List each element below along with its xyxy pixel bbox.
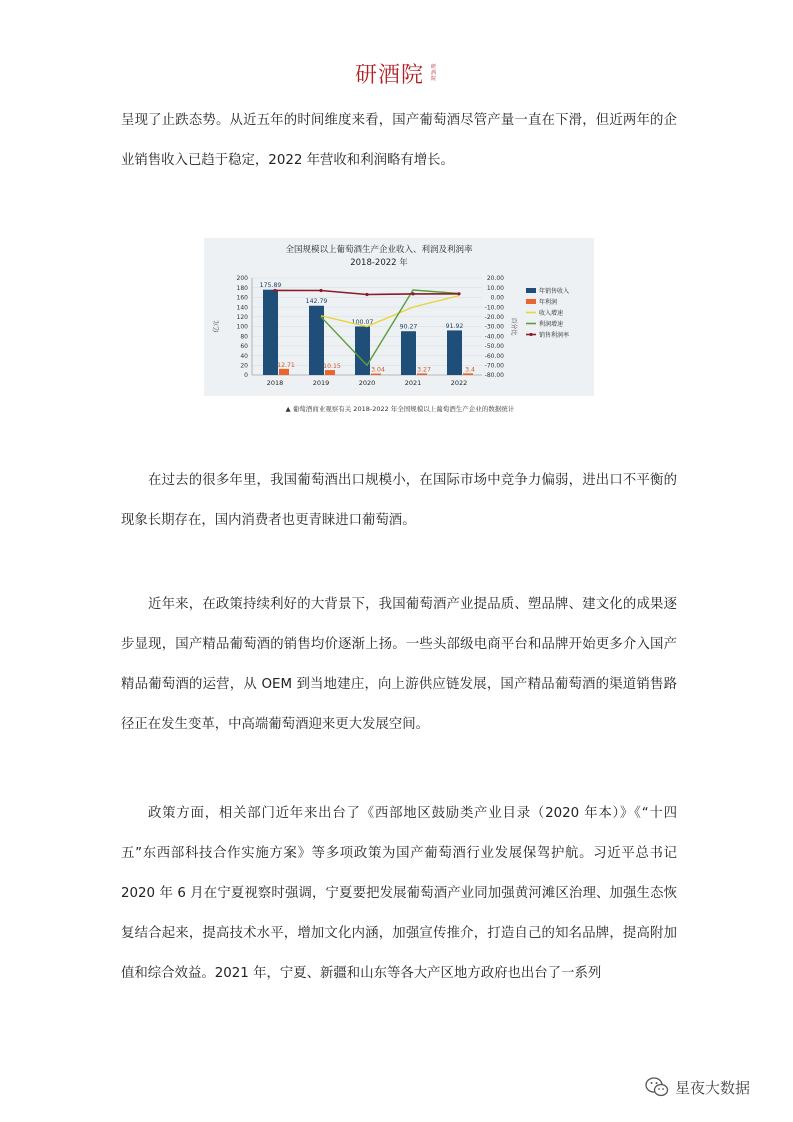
y-right-tick-label: -10.00 bbox=[484, 304, 504, 312]
chart bbox=[204, 238, 594, 396]
bar-revenue bbox=[447, 330, 462, 375]
paragraph-1: 呈现了止跌态势。从近五年的时间维度来看，国产葡萄酒尽管产量一直在下滑，但近两年的企业销售收入已趋于稳定，2022 年营收和利润略有增长。 bbox=[121, 113, 677, 168]
bar-label: 12.71 bbox=[277, 361, 295, 369]
y-right-tick-label: 10.00 bbox=[486, 284, 504, 292]
legend-label: 利润增速 bbox=[539, 321, 564, 328]
chart-svg bbox=[204, 238, 594, 396]
paragraph-2: 在过去的很多年里，我国葡萄酒出口规模小，在国际市场中竞争力偏弱，进出口不平衡的现象长期存在，国内消费者也更青睐进口葡萄酒。 bbox=[121, 473, 677, 528]
legend-label: 收入增速 bbox=[539, 310, 564, 317]
bar-profit bbox=[417, 373, 427, 375]
bar-label: 90.27 bbox=[399, 323, 418, 331]
wechat-icon bbox=[645, 1076, 669, 1098]
y-tick-label: 60 bbox=[240, 343, 248, 351]
bar-label: 3.27 bbox=[417, 366, 431, 374]
y-tick-label: 200 bbox=[236, 275, 248, 283]
chart-subtitle: 2018-2022 年 bbox=[350, 258, 408, 268]
y-tick-label: 140 bbox=[236, 304, 248, 312]
legend-label: 销售利润率 bbox=[539, 332, 570, 339]
y-right-tick-label: -40.00 bbox=[484, 333, 504, 341]
bar-label: 91.92 bbox=[445, 322, 464, 330]
y-right-tick-label: -30.00 bbox=[484, 323, 504, 331]
y-right-tick-label: 20.00 bbox=[486, 275, 504, 283]
series-point bbox=[457, 292, 460, 295]
series-point bbox=[365, 293, 368, 296]
bar-profit bbox=[279, 369, 289, 375]
y-tick-label: 80 bbox=[240, 333, 248, 341]
y-tick-label: 20 bbox=[240, 362, 248, 370]
series-point bbox=[319, 289, 322, 292]
bar-revenue bbox=[355, 326, 370, 375]
y-right-tick-label: -80.00 bbox=[484, 372, 504, 380]
bar-profit bbox=[325, 370, 335, 375]
y-right-tick-label: -60.00 bbox=[484, 352, 504, 360]
y-tick-label: 100 bbox=[236, 323, 248, 331]
y-tick-label: 120 bbox=[236, 314, 248, 321]
y-right-tick-label: -20.00 bbox=[484, 314, 504, 321]
bar-profit bbox=[463, 373, 473, 375]
x-tick-label: 2021 bbox=[404, 379, 422, 387]
y-right-axis-label: 百分比 bbox=[510, 317, 517, 336]
y-tick-label: 180 bbox=[236, 284, 248, 292]
chart-title: 全国规模以上葡萄酒生产企业收入、利润及利润率 bbox=[285, 245, 473, 255]
legend-swatch bbox=[526, 288, 536, 293]
bar-revenue bbox=[263, 290, 278, 375]
watermark-text: 星夜大数据 bbox=[675, 1078, 751, 1097]
header-logo-small: 研 酒 院 bbox=[431, 64, 437, 82]
bar-label: 142.79 bbox=[305, 298, 328, 306]
y-tick-label: 160 bbox=[236, 294, 248, 302]
watermark bbox=[645, 1076, 750, 1098]
y-axis-label: 亿元 bbox=[213, 320, 220, 333]
y-right-tick-label: -50.00 bbox=[484, 343, 504, 351]
legend-label: 年销售收入 bbox=[539, 288, 570, 295]
legend-marker bbox=[529, 333, 532, 336]
bar-label: 3.4 bbox=[465, 366, 475, 374]
legend-label: 年利润 bbox=[539, 299, 558, 306]
x-tick-label: 2020 bbox=[358, 379, 376, 387]
bar-label: 175.89 bbox=[259, 282, 282, 290]
bar-revenue bbox=[401, 331, 416, 375]
y-right-tick-label: -70.00 bbox=[484, 362, 504, 370]
chart-caption: ▲ 葡萄酒商业观察有关 2018-2022 年全国规模以上葡萄酒生产企业的数据统计 bbox=[285, 405, 515, 413]
bar-label: 100.07 bbox=[351, 318, 374, 326]
x-tick-label: 2022 bbox=[450, 379, 468, 387]
y-tick-label: 0 bbox=[244, 372, 248, 380]
paragraph-4: 政策方面，相关部门近年来出台了《西部地区鼓励类产业目录（2020 年本）》《“十四五”东西部科技合作实施方案》等多项政策为国产葡萄酒行业发展保驾护航。习近平总书记 2020 年 6 月在宁夏视察时强调，宁夏要把发展葡萄酒产业同加强黄河滩区治理、加强生态恢复结合起来，提高技术水平，增加文化内涵，加强宣传推介，打造自己的知名品牌，提高附加值和综合效益。2021 年，宁夏、新疆和山东等各大产区地方政府也出台了一系列 bbox=[121, 806, 677, 981]
series-point bbox=[411, 292, 414, 295]
y-right-tick-label: 0.00 bbox=[490, 294, 504, 302]
x-tick-label: 2019 bbox=[312, 379, 330, 387]
header-logo: 研酒院 bbox=[355, 63, 425, 88]
series-point bbox=[273, 289, 276, 292]
x-tick-label: 2018 bbox=[266, 379, 284, 387]
bar-label: 3.04 bbox=[371, 366, 385, 374]
paragraph-3: 近年来，在政策持续利好的大背景下，我国葡萄酒产业提品质、塑品牌、建文化的成果逐步显现，国产精品葡萄酒的销售均价逐渐上扬。一些头部级电商平台和品牌开始更多介入国产精品葡萄酒的运营，从 OEM 到当地建庄，向上游供应链发展，国产精品葡萄酒的渠道销售路径正在发生变革，中高端葡萄酒迎来更大发展空间。 bbox=[121, 597, 677, 732]
bar-label: 10.15 bbox=[323, 363, 341, 371]
bar-profit bbox=[371, 374, 381, 375]
y-tick-label: 40 bbox=[240, 352, 248, 360]
legend-swatch bbox=[526, 299, 536, 304]
